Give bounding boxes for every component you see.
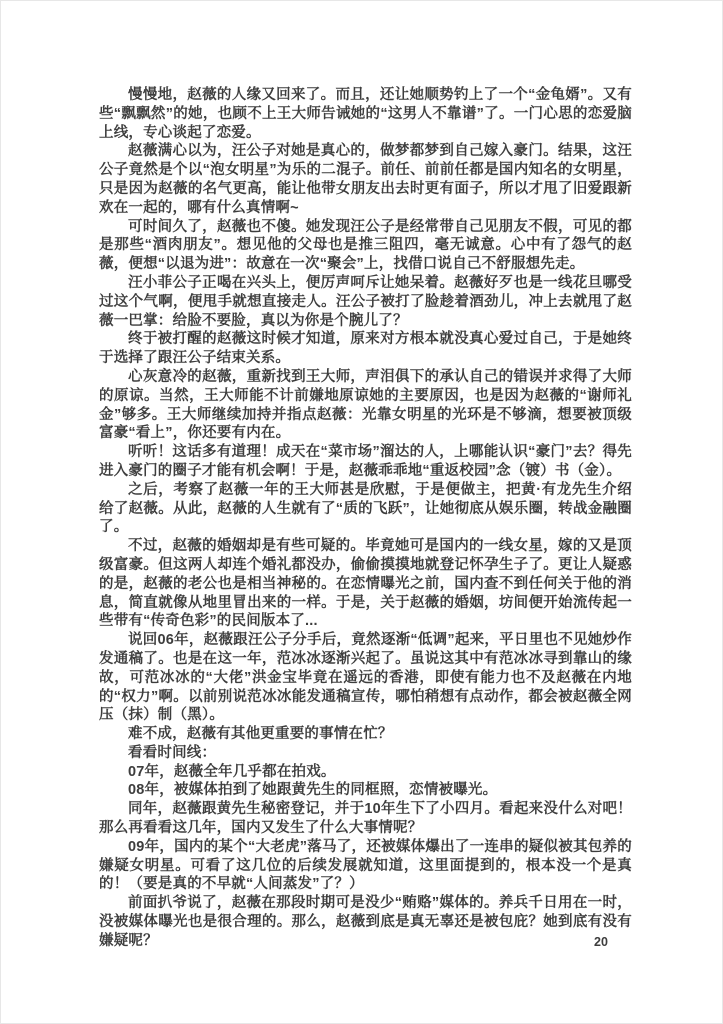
paragraph: 可时间久了，赵薇也不傻。她发现汪公子是经常带自己见朋友不假，可见的都是那些“酒肉朋友”。想见他的父母也是推三阻四，毫无诚意。心中有了怨气的赵薇，便想“以退为进”：故意在一次“聚会”上，找借口说自己不舒服想先走。: [99, 218, 632, 273]
paragraph: 心灰意冷的赵薇，重新找到王大师，声泪俱下的承认自己的错误并求得了大师的原谅。当然，王大师能不计前嫌地原谅她的主要原因，也是因为赵薇的“谢师礼金”够多。王大师继续加持并指点赵薇：光靠女明星的光环是不够滴，想要被顶级富豪“看上”，你还要有内在。: [99, 368, 632, 442]
paragraph: 同年，赵薇跟黄先生秘密登记，并于10年生下了小四月。看起来没什么对吧！那么再看看这几年，国内又发生了什么大事情呢？: [99, 801, 632, 837]
paragraph: 前面扒爷说了，赵薇在那段时期可是没少“贿赂”媒体的。养兵千日用在一时，没被媒体曝光也是很合理的。那么，赵薇到底是真无辜还是被包庇？她到底有没有嫌疑呢？: [99, 895, 632, 949]
page-number: 20: [594, 935, 608, 949]
paragraph: 08年，被媒体拍到了她跟黄先生的同框照，恋情被曝光。: [128, 782, 498, 799]
paragraph: 慢慢地，赵薇的人缘又回来了。而且，还让她顺势钓上了一个“金龟婿”。又有些“飘飘然”的她，也顾不上王大师告诫她的“这男人不靠谱”了。一门心思的恋爱脑上线，专心谈起了恋爱。: [99, 87, 632, 141]
paragraph: 之后，考察了赵薇一年的王大师甚是欣慰，于是便做主，把黄·有龙先生介绍给了赵薇。从此，赵薇的人生就有了“质的飞跃”，让她彻底从娱乐圈，转战金融圈了。: [99, 481, 632, 536]
paragraph: 难不成，赵薇有其他更重要的事情在忙？: [128, 726, 393, 743]
paragraph: 汪小菲公子正喝在兴头上，便厉声呵斥让她呆着。赵薇好歹也是一线花旦哪受过这个气啊，便甩手就想直接走人。汪公子被打了脸趁着酒劲儿，冲上去就甩了赵薇一巴掌：给脸不要脸，真以为你是个腕儿了？: [99, 274, 632, 329]
article-body: [99, 86, 632, 951]
paragraph: 赵薇满心以为，汪公子对她是真心的，做梦都梦到自己嫁入豪门。结果，这汪公子竟然是个以“泡女明星”为乐的二混子。前任、前前任都是国内知名的女明星，只是因为赵薇的名气更高，能让他带女朋友出去时更有面子，所以才甩了旧爱跟新欢在一起的，哪有什么真情啊~: [99, 143, 632, 216]
paragraph: 说回06年，赵薇跟汪公子分手后，竟然逐渐“低调”起来，平日里也不见她炒作发通稿了。也是在这一年，范冰冰逐渐兴起了。虽说这其中有范冰冰寻到靠山的缘故，可范冰冰的“大佬”洪金宝毕竟在遥远的香港，即使有能力也不及赵薇在内地的“权力”啊。以前别说范冰冰能发通稿宣传，哪怕稍想有点动作，都会被赵薇全网压（抹）制（黑）。: [99, 632, 632, 724]
paragraph: 不过，赵薇的婚姻却是有些可疑的。毕竟她可是国内的一线女星，嫁的又是顶级富豪。但这两人却连个婚礼都没办，偷偷摸摸地就登记怀孕生子了。更让人疑惑的是，赵薇的老公也是相当神秘的。在恋情曝光之前，国内查不到任何关于他的消息，简直就像从地里冒出来的一样。于是，关于赵薇的婚姻，坊间便开始流传起一些带有“传奇色彩”的民间版本了...: [99, 538, 632, 630]
paragraph: 07年，赵薇全年几乎都在拍戏。: [128, 763, 336, 780]
paragraph: 听听！这话多有道理！成天在“菜市场”溜达的人，上哪能认识“豪门”去？得先进入豪门的圈子才能有机会啊！于是，赵薇乖乖地“重返校园”念（镀）书（金）。: [99, 444, 632, 479]
paragraph: 看看时间线：: [128, 744, 217, 761]
paragraph: 09年，国内的某个“大老虎”落马了，还被媒体爆出了一连串的疑似被其包养的嫌疑女明星。可看了这几位的后续发展就知道，这里面提到的，根本没一个是真的！（要是真的不早就“人间蒸发”了？）: [99, 838, 632, 893]
paragraph: 终于被打醒的赵薇这时候才知道，原来对方根本就没真心爱过自己，于是她终于选择了跟汪公子结束关系。: [99, 331, 632, 367]
